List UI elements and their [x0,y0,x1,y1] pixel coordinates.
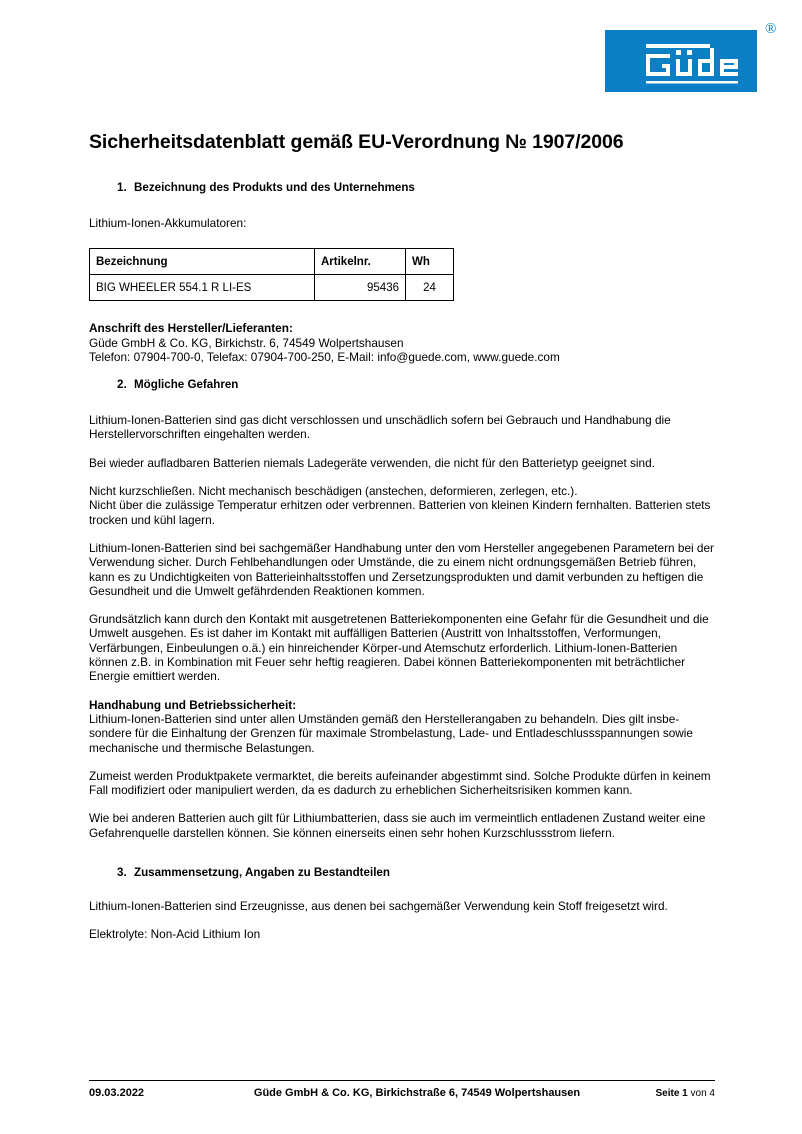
address-line-1: Güde GmbH & Co. KG, Birkichstr. 6, 74549 Wolpertshausen [89,335,404,350]
document-body [89,181,716,942]
section2-paragraph-9: Wie bei anderen Batterien auch gilt für Lithiumbatterien, dass sie auch im vermeintlich entladenen Zustand weiter eine Gefahrenquelle darstellen können. Sie können einerseits einen sehr hohen Kurzschlussstrom liefern. [89,811,706,840]
section2-paragraph-1: Lithium-Ionen-Batterien sind gas dicht verschlossen und unschädlich sofern bei Gebrauch und Handhabung die Herstellervorschriften eingehalten werden. [89,413,671,442]
guede-logo-icon [605,30,757,92]
company-logo [605,21,777,92]
page-title: Sicherheitsdatenblatt gemäß EU-Verordnung № 1907/2006 [89,131,624,153]
column-header-artikelnr: Artikelnr. [315,249,406,275]
section-number-2: 2. [117,378,127,392]
section2-paragraph-5: Lithium-Ionen-Batterien sind bei sachgemäßer Handhabung unter den vom Hersteller angegebenen Parametern bei der Verwendung sicher. Durch Fehlbehandlungen oder Umstände, die zu einem nicht ordnungsgemäßen Betrieb führen, kann es zu Undichtigkeiten von Batterieinhaltsstoffen und Zersetzungsprodukten und damit verbunden zu heftigen die Gesundheit und die Umwelt gefährdenden Reaktionen kommen. [89,540,714,598]
cell-article-number: 95436 [315,275,406,301]
section-title-3: Zusammensetzung, Angaben zu Bestandteilen [134,866,390,880]
section-number-3: 3. [117,866,127,880]
section-heading-2 [117,378,716,391]
footer-page-label: Seite 1 [655,1088,688,1099]
table-row [90,275,454,301]
footer-date: 09.03.2022 [89,1087,145,1099]
section-title-1: Bezeichnung des Produkts und des Unternehmens [134,181,415,194]
footer-row [89,1087,715,1099]
section3-paragraph-1: Lithium-Ionen-Batterien sind Erzeugnisse, aus denen bei sachgemäßer Verwendung kein Stoff freigesetzt wird. [89,899,668,914]
section2-paragraph-2: Bei wieder aufladbaren Batterien niemals Ladegeräte verwenden, die nicht für den Batterietyp geeignet sind. [89,455,655,470]
section2-paragraph-8: Zumeist werden Produktpakete vermarktet, die bereits aufeinander abgestimmt sind. Solche Produkte dürfen in keinem Fall modifiziert oder manipuliert werden, da es dadurch zu erheblichen Sicherheitsrisiken kommen kann. [89,768,711,798]
address-line-2: Telefon: 07904-700-0, Telefax: 07904-700-250, E-Mail: info@guede.com, www.guede.com [89,349,560,364]
table-header-row [90,249,454,275]
section-number-1: 1. [117,181,127,194]
address-heading: Anschrift des Hersteller/Lieferanten: [89,321,293,336]
footer-page-indicator [595,1088,715,1099]
section-heading-3 [117,866,716,879]
column-header-bezeichnung: Bezeichnung [90,249,315,275]
cell-wh-value: 24 [406,275,454,301]
section2-paragraph-4: Nicht über die zulässige Temperatur erhitzen oder verbrennen. Batterien von kleinen Kindern fernhalten. Batterien stets trocken und kühl lagern. [89,498,711,527]
page-footer [89,1080,715,1099]
footer-company: Güde GmbH & Co. KG, Birkichstraße 6, 74549 Wolpertshausen [253,1087,581,1099]
section-heading-1 [117,181,716,194]
footer-page-total: von 4 [690,1088,715,1099]
section2-subheading: Handhabung und Betriebssicherheit: [89,697,297,712]
column-header-wh: Wh [406,249,454,275]
section2-paragraph-6: Grundsätzlich kann durch den Kontakt mit ausgetretenen Batteriekomponenten eine Gefahr für die Gesundheit und die Umwelt ausgehen. Es ist daher im Kontakt mit auffälligen Batterien (Austritt von Inhaltsstoffen, Verformungen, Verfärbungen, Einbeulungen o.ä.) ein hinreichender Körper-und Atemschutz erforderlich. Lithium-Ionen-Batterien können z.B. in Kombination mit Feuer sehr heftig reagieren. Dabei können Batteriekomponenten mit beträchtlicher Energie emittiert werden. [89,612,709,684]
registered-trademark-icon: ® [765,21,777,37]
section2-paragraph-7: Lithium-Ionen-Batterien sind unter allen Umständen gemäß den Herstellerangaben zu behandeln. Dies gilt insbe-sondere für die Einhaltung der Grenzen für maximale Strombelastung, Lade- und Entladeschlussspannungen sowie mechanische und thermische Belastungen. [89,711,693,755]
section-title-2: Mögliche Gefahren [134,378,239,392]
cell-product-name: BIG WHEELER 554.1 R LI-ES [90,275,315,301]
section2-paragraph-3: Nicht kurzschließen. Nicht mechanisch beschädigen (anstechen, deformieren, zerlegen, etc.). [89,484,578,499]
section1-intro: Lithium-Ionen-Akkumulatoren: [89,216,247,230]
footer-divider [89,1080,715,1081]
product-table [89,248,454,301]
section3-paragraph-2: Elektrolyte: Non-Acid Lithium Ion [89,927,261,942]
